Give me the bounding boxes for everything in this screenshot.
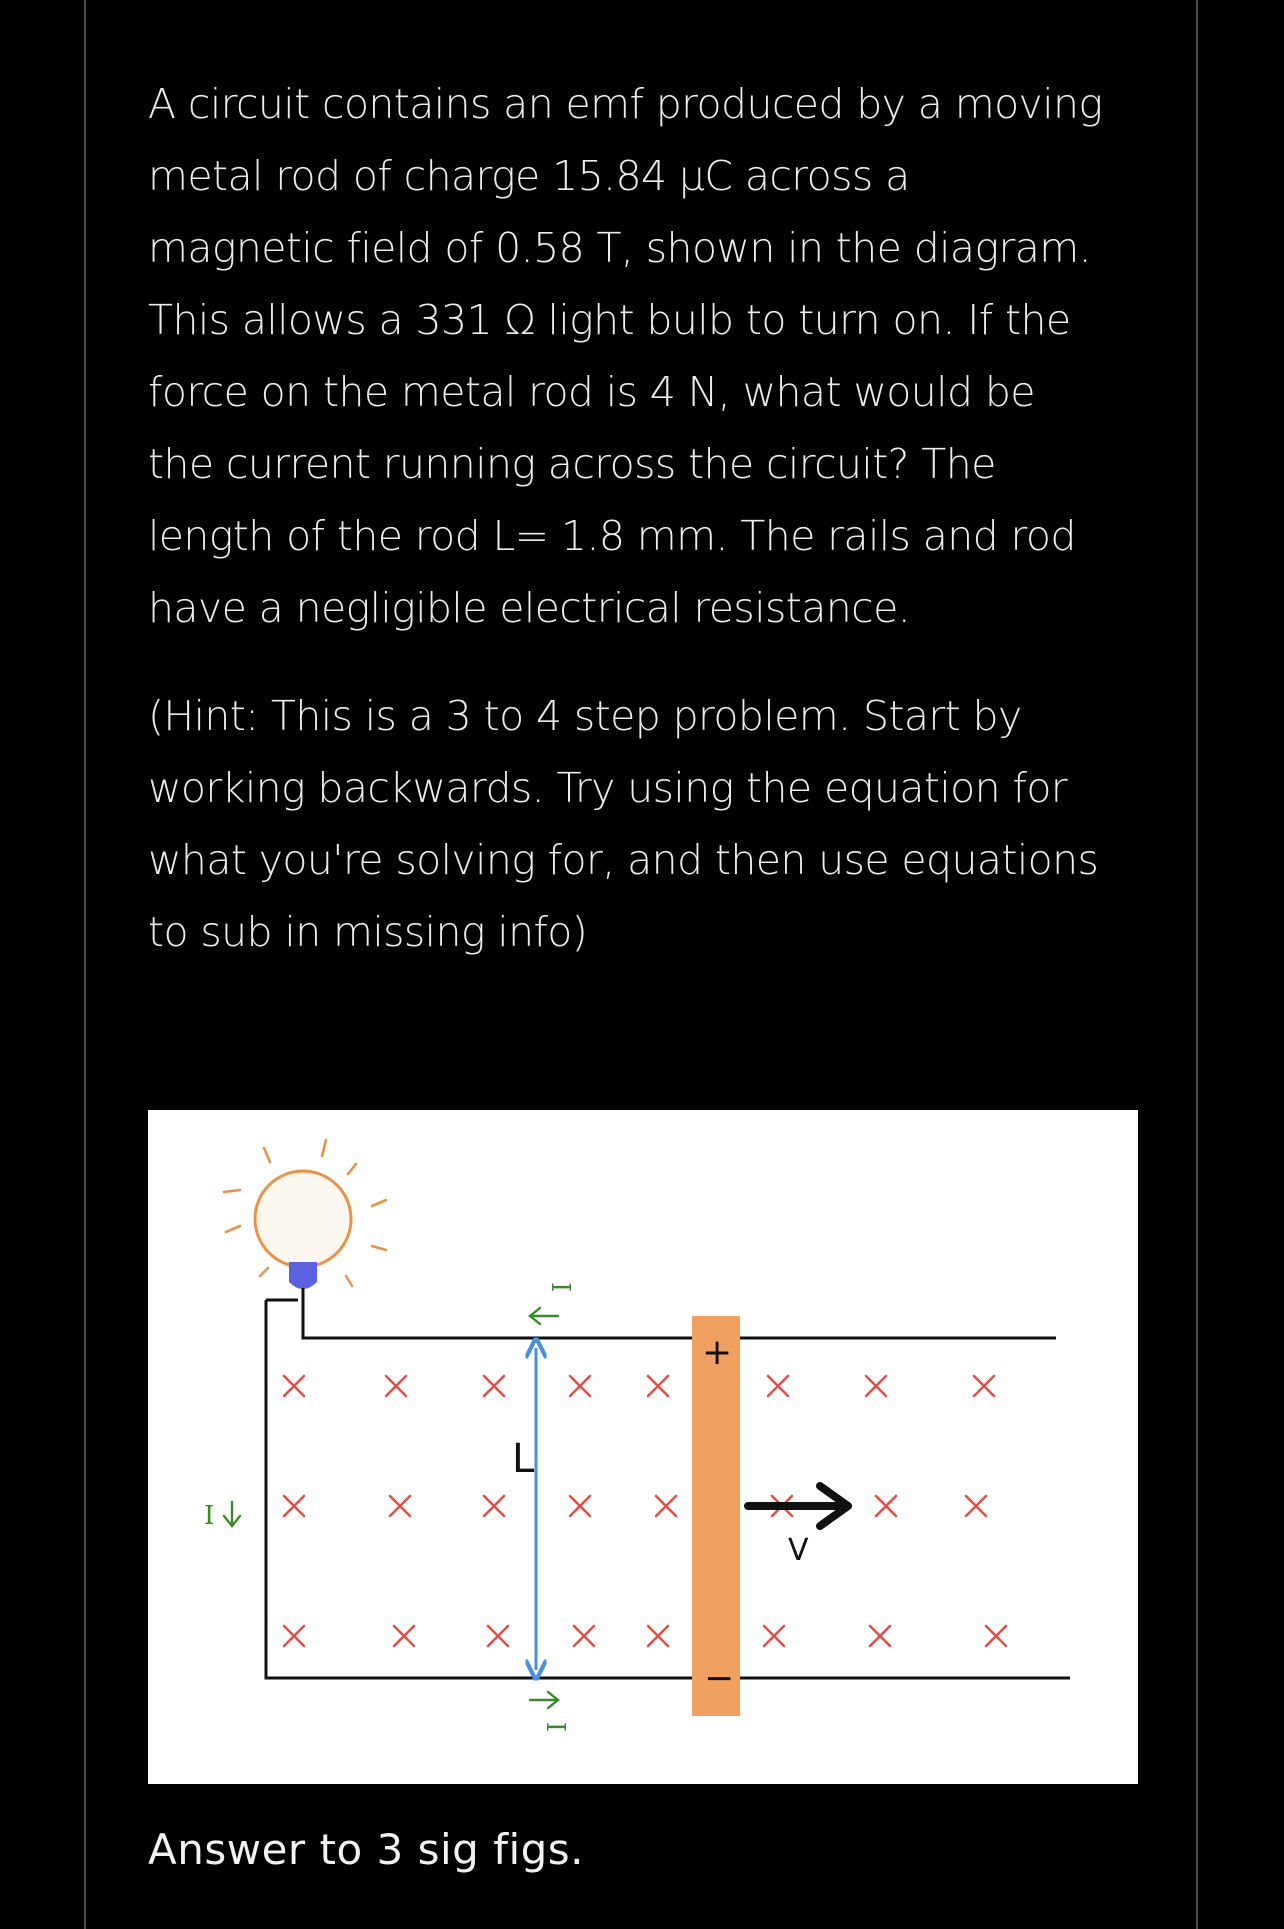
hint-text [148, 680, 1148, 968]
circuit-wires [266, 1288, 1070, 1678]
rod-minus-label: − [704, 1658, 735, 1699]
question-line: the current running across the circuit? The [148, 440, 996, 488]
question-line: have a negligible electrical resistance. [148, 584, 911, 632]
circuit-diagram [148, 1110, 1138, 1784]
current-label-left: I [204, 1501, 215, 1531]
hint-line: (Hint: This is a 3 to 4 step problem. Start by [148, 692, 1022, 740]
bulb-glass [255, 1171, 351, 1267]
question-line: This allows a 331 Ω light bulb to turn on. If the [148, 296, 1071, 344]
current-arrow-left [224, 1502, 240, 1526]
hint-line: to sub in missing info) [148, 908, 588, 956]
question-text [148, 68, 1148, 644]
question-line: A circuit contains an emf produced by a moving [148, 80, 1103, 128]
question-line: length of the rod L= 1.8 mm. The rails and rod [148, 512, 1076, 560]
current-label-top: I [545, 1282, 575, 1293]
velocity-arrow [748, 1486, 848, 1526]
hint-line: what you're solving for, and then use equations [148, 836, 1099, 884]
hint-line: working backwards. Try using the equation for [148, 764, 1068, 812]
frame-right-border [1196, 0, 1198, 1929]
question-line: magnetic field of 0.58 T, shown in the diagram. [148, 224, 1092, 272]
frame-left-border [84, 0, 86, 1929]
rod-plus-label: + [702, 1332, 733, 1373]
magnetic-field-crosses [284, 1376, 1006, 1646]
metal-rod [692, 1316, 740, 1716]
current-arrow-bottom [530, 1692, 558, 1708]
length-label: L [512, 1436, 535, 1482]
velocity-label: V [788, 1533, 809, 1568]
current-label-bottom: I [543, 1721, 573, 1732]
question-line: metal rod of charge 15.84 μC across a [148, 152, 910, 200]
current-arrow-top [530, 1308, 558, 1324]
answer-prompt: Answer to 3 sig figs. [148, 1825, 585, 1874]
bulb-base [289, 1262, 317, 1289]
question-line: force on the metal rod is 4 N, what would be [148, 368, 1035, 416]
question-card [148, 68, 1148, 968]
